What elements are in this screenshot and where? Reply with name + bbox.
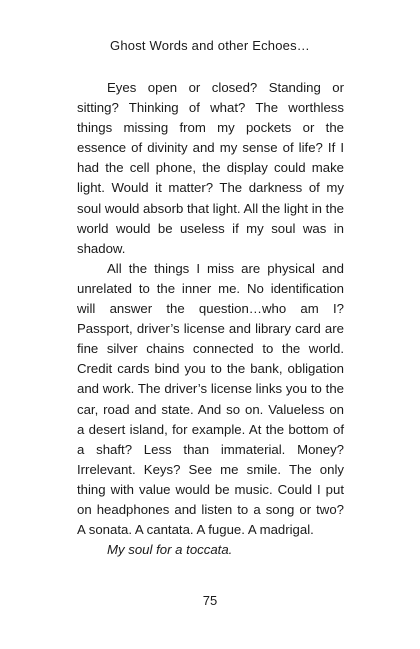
paragraph-2: All the things I miss are physical and unrelated to the inner me. No identification will answer the question…who am I? Passport, driver’s license and library card are fine silver chains connected to the world. Credit cards bind you to the bank, obligation and work. The driver’s license links you to the car, road and state. And so on. Valueless on a desert island, for example. At the bottom of a shaft? Less than immaterial. Money? Irrelevant. Keys? See me smile. The only thing with value would be music. Could I put on headphones and listen to a song or two? A sonata. A cantata. A fugue. A madrigal. [77, 260, 344, 538]
running-header-title: Ghost Words and other Echoes… [110, 38, 310, 53]
paragraph-3-italic: My soul for a toccata. [107, 542, 233, 558]
page-number: 75 [202, 593, 218, 608]
paragraph-1: Eyes open or closed? Standing or sitting? Thinking of what? The worthless things missing from my pockets or the essence of divinity and my sense of life? If I had the cell phone, the display could make light. Would it matter? The darkness of my soul would absorb that light. All the light in the world would be useless if my soul was in shadow. [77, 80, 344, 256]
body-text [77, 78, 344, 560]
